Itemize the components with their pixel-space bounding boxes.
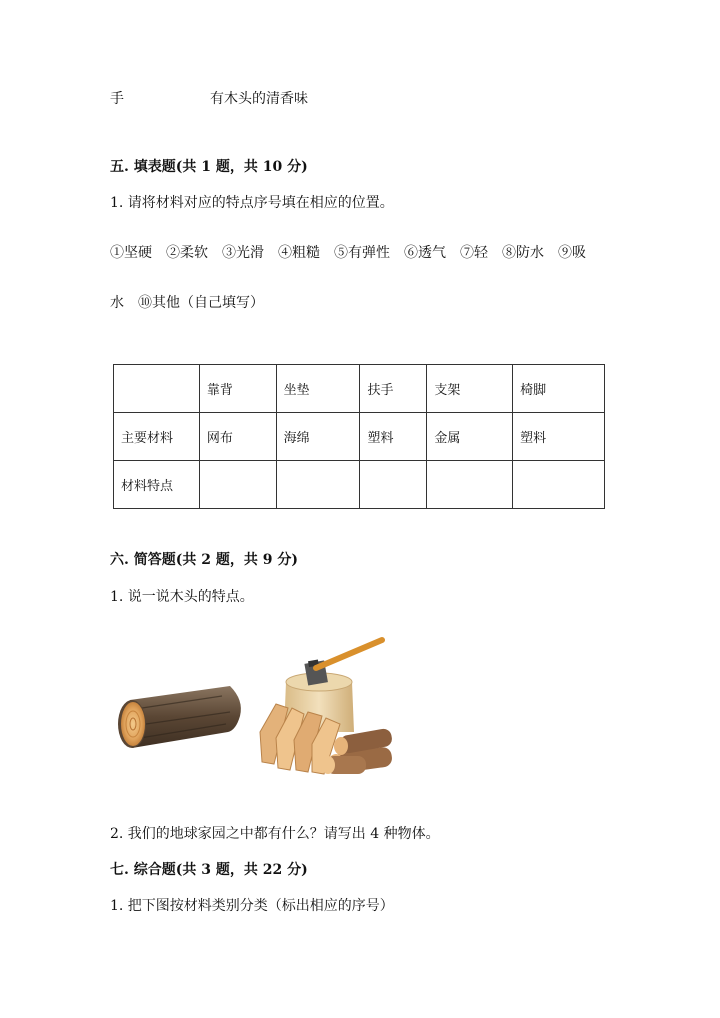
section6-question2: 2. 我们的地球家园之中都有什么？请写出 4 种物体。 xyxy=(110,826,440,842)
section5-question1: 1. 请将材料对应的特点序号填在相应的位置。 xyxy=(110,195,394,211)
top-line-left: 手 xyxy=(110,91,124,107)
options-line-2: 水 ⑩其他（自己填写） xyxy=(110,295,264,311)
table-cell: 椅脚 xyxy=(513,365,605,413)
log-image xyxy=(112,680,247,755)
table-cell: 塑料 xyxy=(513,413,605,461)
table-cell: 主要材料 xyxy=(114,413,200,461)
section7-question1: 1. 把下图按材料类别分类（标出相应的序号） xyxy=(110,898,394,914)
table-cell: 扶手 xyxy=(360,365,427,413)
table-cell: 海绵 xyxy=(276,413,360,461)
section6-heading: 六. 简答题(共 2 题，共 9 分) xyxy=(110,552,298,568)
table-cell: 塑料 xyxy=(360,413,427,461)
table-cell[interactable] xyxy=(360,461,427,509)
firewood-axe-image xyxy=(250,632,398,782)
table-cell: 坐垫 xyxy=(276,365,360,413)
table-cell: 靠背 xyxy=(199,365,276,413)
table-header-row xyxy=(114,365,605,413)
table-cell: 网布 xyxy=(199,413,276,461)
table-cell: 材料特点 xyxy=(114,461,200,509)
table-row xyxy=(114,461,605,509)
table-cell: 支架 xyxy=(427,365,513,413)
section7-heading: 七. 综合题(共 3 题，共 22 分) xyxy=(110,862,308,878)
table-cell xyxy=(114,365,200,413)
section6-question1: 1. 说一说木头的特点。 xyxy=(110,589,254,605)
options-line-1: ①坚硬 ②柔软 ③光滑 ④粗糙 ⑤有弹性 ⑥透气 ⑦轻 ⑧防水 ⑨吸 xyxy=(110,245,586,261)
table-cell[interactable] xyxy=(276,461,360,509)
table-cell: 金属 xyxy=(427,413,513,461)
table-cell[interactable] xyxy=(427,461,513,509)
section5-heading: 五. 填表题(共 1 题，共 10 分) xyxy=(110,159,308,175)
top-line-right: 有木头的清香味 xyxy=(210,91,308,107)
table-cell[interactable] xyxy=(513,461,605,509)
table-cell[interactable] xyxy=(199,461,276,509)
table-row xyxy=(114,413,605,461)
material-table xyxy=(113,364,605,509)
